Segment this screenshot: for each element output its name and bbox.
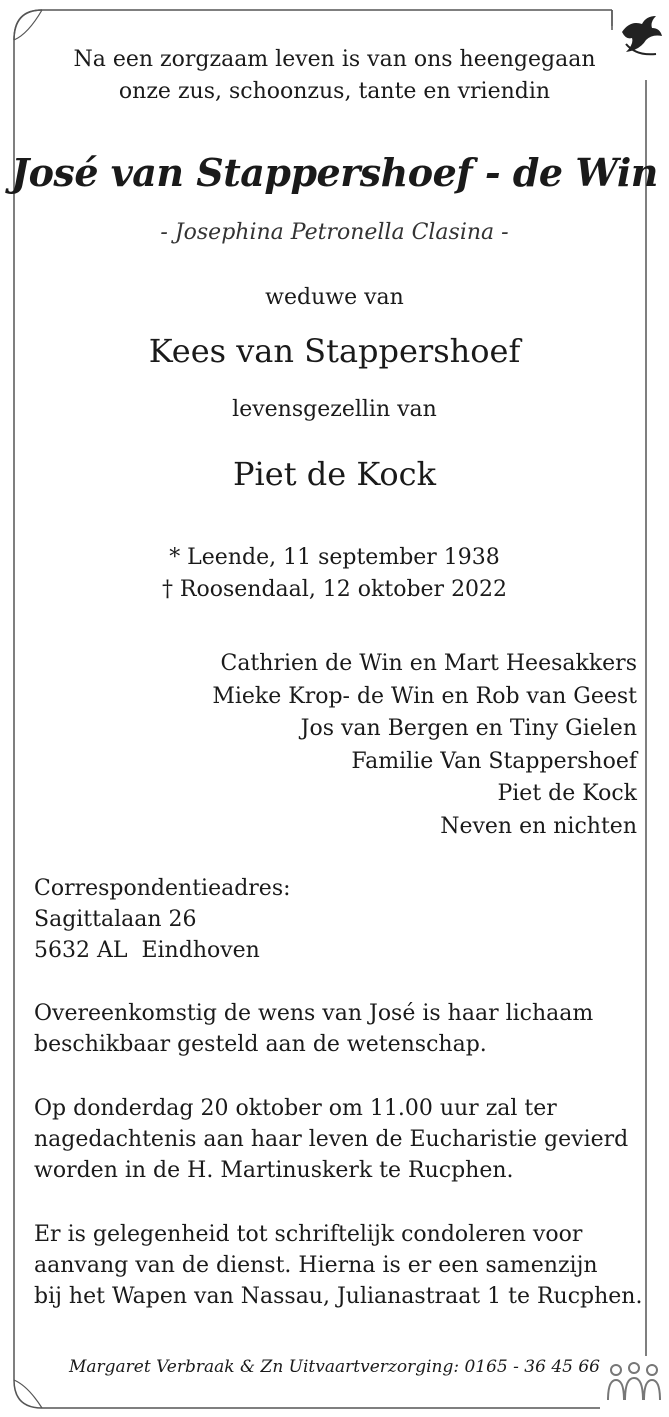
deceased-full-name: - Josephina Petronella Clasina -	[160, 220, 509, 245]
paragraph-condolence	[34, 1219, 642, 1312]
paragraph-body-donation	[34, 998, 593, 1060]
list-item: Familie Van Stappershoef	[351, 748, 637, 774]
list-item: Cathrien de Win en Mart Heesakkers	[220, 651, 637, 676]
relation2-name: Piet de Kock	[233, 455, 436, 493]
list-item: Neven en nichten	[440, 813, 637, 839]
people-group-icon	[606, 1362, 662, 1402]
list-item: Mieke Krop- de Win en Rob van Geest	[212, 683, 637, 709]
paragraph-line: Overeenkomstig de wens van José is haar lichaam	[34, 1001, 594, 1026]
relatives-list	[212, 648, 637, 843]
relation1-name: Kees van Stappershoef	[148, 332, 521, 370]
address-street: Sagittalaan 26	[34, 907, 197, 932]
paragraph-service	[34, 1093, 628, 1186]
intro-text	[0, 44, 669, 108]
correspondence-address	[34, 873, 291, 966]
address-city: 5632 AL Eindhoven	[34, 938, 260, 963]
relation2-label: levensgezellin van	[232, 397, 437, 422]
life-dates	[0, 542, 669, 606]
intro-line-2: onze zus, schoonzus, tante en vriendin	[118, 79, 551, 104]
paragraph-line: Op donderdag 20 oktober om 11.00 uur zal ter	[34, 1096, 557, 1121]
deceased-name: José van Stappershoef - de Win	[11, 150, 658, 195]
relation1-label: weduwe van	[265, 285, 404, 310]
paragraph-line: Er is gelegenheid tot schriftelijk condoleren voor	[34, 1222, 583, 1247]
paragraph-line: aanvang van de dienst. Hierna is er een samenzijn	[34, 1253, 598, 1278]
paragraph-line: beschikbaar gesteld aan de wetenschap.	[34, 1032, 487, 1057]
paragraph-line: worden in de H. Martinuskerk te Rucphen.	[34, 1158, 514, 1183]
paragraph-line: bij het Wapen van Nassau, Julianastraat 1 te Rucphen.	[34, 1284, 643, 1309]
funeral-director-footer: Margaret Verbraak & Zn Uitvaartverzorging: 0165 - 36 45 66	[68, 1357, 601, 1377]
address-label: Correspondentieadres:	[34, 876, 291, 901]
birth-date: * Leende, 11 september 1938	[169, 545, 500, 570]
intro-line-1: Na een zorgzaam leven is van ons heengegaan	[73, 47, 596, 72]
paragraph-line: nagedachtenis aan haar leven de Eucharistie gevierd	[34, 1127, 629, 1152]
death-date: † Roosendaal, 12 oktober 2022	[161, 577, 508, 602]
list-item: Piet de Kock	[497, 781, 637, 806]
list-item: Jos van Bergen en Tiny Gielen	[300, 716, 637, 741]
